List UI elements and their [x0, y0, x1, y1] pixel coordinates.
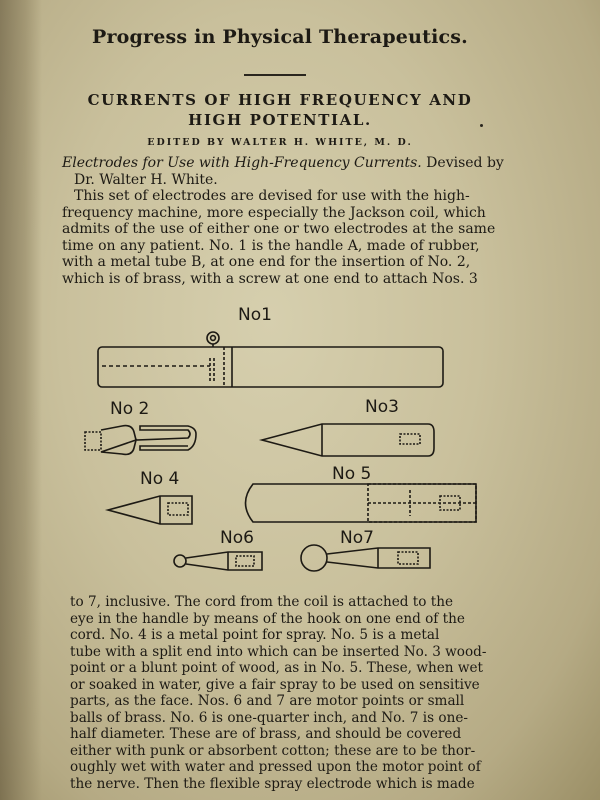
editor-line: EDITED BY WALTER H. WHITE, M. D. — [147, 137, 413, 148]
text-line: with a metal tube B, at one end for the insertion of No. 2, — [62, 254, 471, 270]
text-line: eye in the handle by means of the hook on one end of the — [70, 610, 465, 627]
text-line: time on any patient. No. 1 is the handle A, made of rubber, — [62, 237, 480, 254]
text-line: the nerve. Then the flexible spray electrode which is made — [70, 775, 475, 792]
text-line: Dr. Walter H. White. — [74, 171, 218, 188]
page-title: Progress in Physical Therapeutics. — [91, 26, 468, 48]
article-heading-rest: Devised by — [421, 155, 504, 171]
electrode-no7-drawing — [301, 545, 430, 571]
figure-label-no7: No7 — [340, 528, 374, 548]
text-line: or soaked in water, give a fair spray to be used on sensitive — [70, 676, 480, 693]
text-line: point or a blunt point of wood, as in No. 5. These, when wet — [70, 660, 483, 676]
figure-label-no4: No 4 — [140, 469, 180, 489]
article-text-bottom — [70, 594, 500, 792]
text-line: parts, as the face. Nos. 6 and 7 are motor points or small — [70, 693, 465, 709]
electrode-no5-drawing — [246, 484, 477, 522]
figure-label-no5: No 5 — [332, 464, 372, 484]
figure-label-no6: No6 — [220, 528, 254, 548]
text-line: frequency machine, more especially the Jackson coil, which — [62, 204, 486, 221]
electrode-no3-drawing — [262, 424, 434, 456]
text-line: cord. No. 4 is a metal point for spray. No. 5 is a metal — [70, 627, 440, 643]
text-line: tube with a split end into which can be inserted No. 3 wood- — [70, 643, 487, 660]
article-heading-italic: Electrodes for Use with High-Frequency Currents. — [62, 155, 422, 171]
section-title-line-1: CURRENTS OF HIGH FREQUENCY AND — [87, 91, 473, 109]
text-line: half diameter. These are of brass, and should be covered — [70, 726, 462, 742]
electrode-no1-drawing — [98, 332, 443, 387]
text-line: to 7, inclusive. The cord from the coil is attached to the — [70, 594, 454, 610]
figure-label-no3: No3 — [365, 397, 399, 417]
electrode-no6-drawing — [174, 552, 262, 570]
figure-label-no2: No 2 — [110, 399, 150, 419]
text-line: which is of brass, with a screw at one end to attach Nos. 3 — [62, 270, 478, 287]
text-line: either with punk or absorbent cotton; these are to be thor- — [70, 742, 476, 759]
section-title-line-2: HIGH POTENTIAL. — [188, 111, 372, 129]
figure-label-no1: No1 — [238, 305, 272, 325]
electrode-no4-drawing — [108, 496, 192, 524]
text-line: admits of the use of either one or two electrodes at the same — [62, 221, 496, 237]
text-line: oughly wet with water and pressed upon the motor point of — [70, 759, 481, 775]
text-line: balls of brass. No. 6 is one-quarter inch, and No. 7 is one- — [70, 709, 468, 726]
text-line: This set of electrodes are devised for use with the high- — [74, 188, 470, 204]
electrode-no2-drawing — [85, 426, 196, 455]
